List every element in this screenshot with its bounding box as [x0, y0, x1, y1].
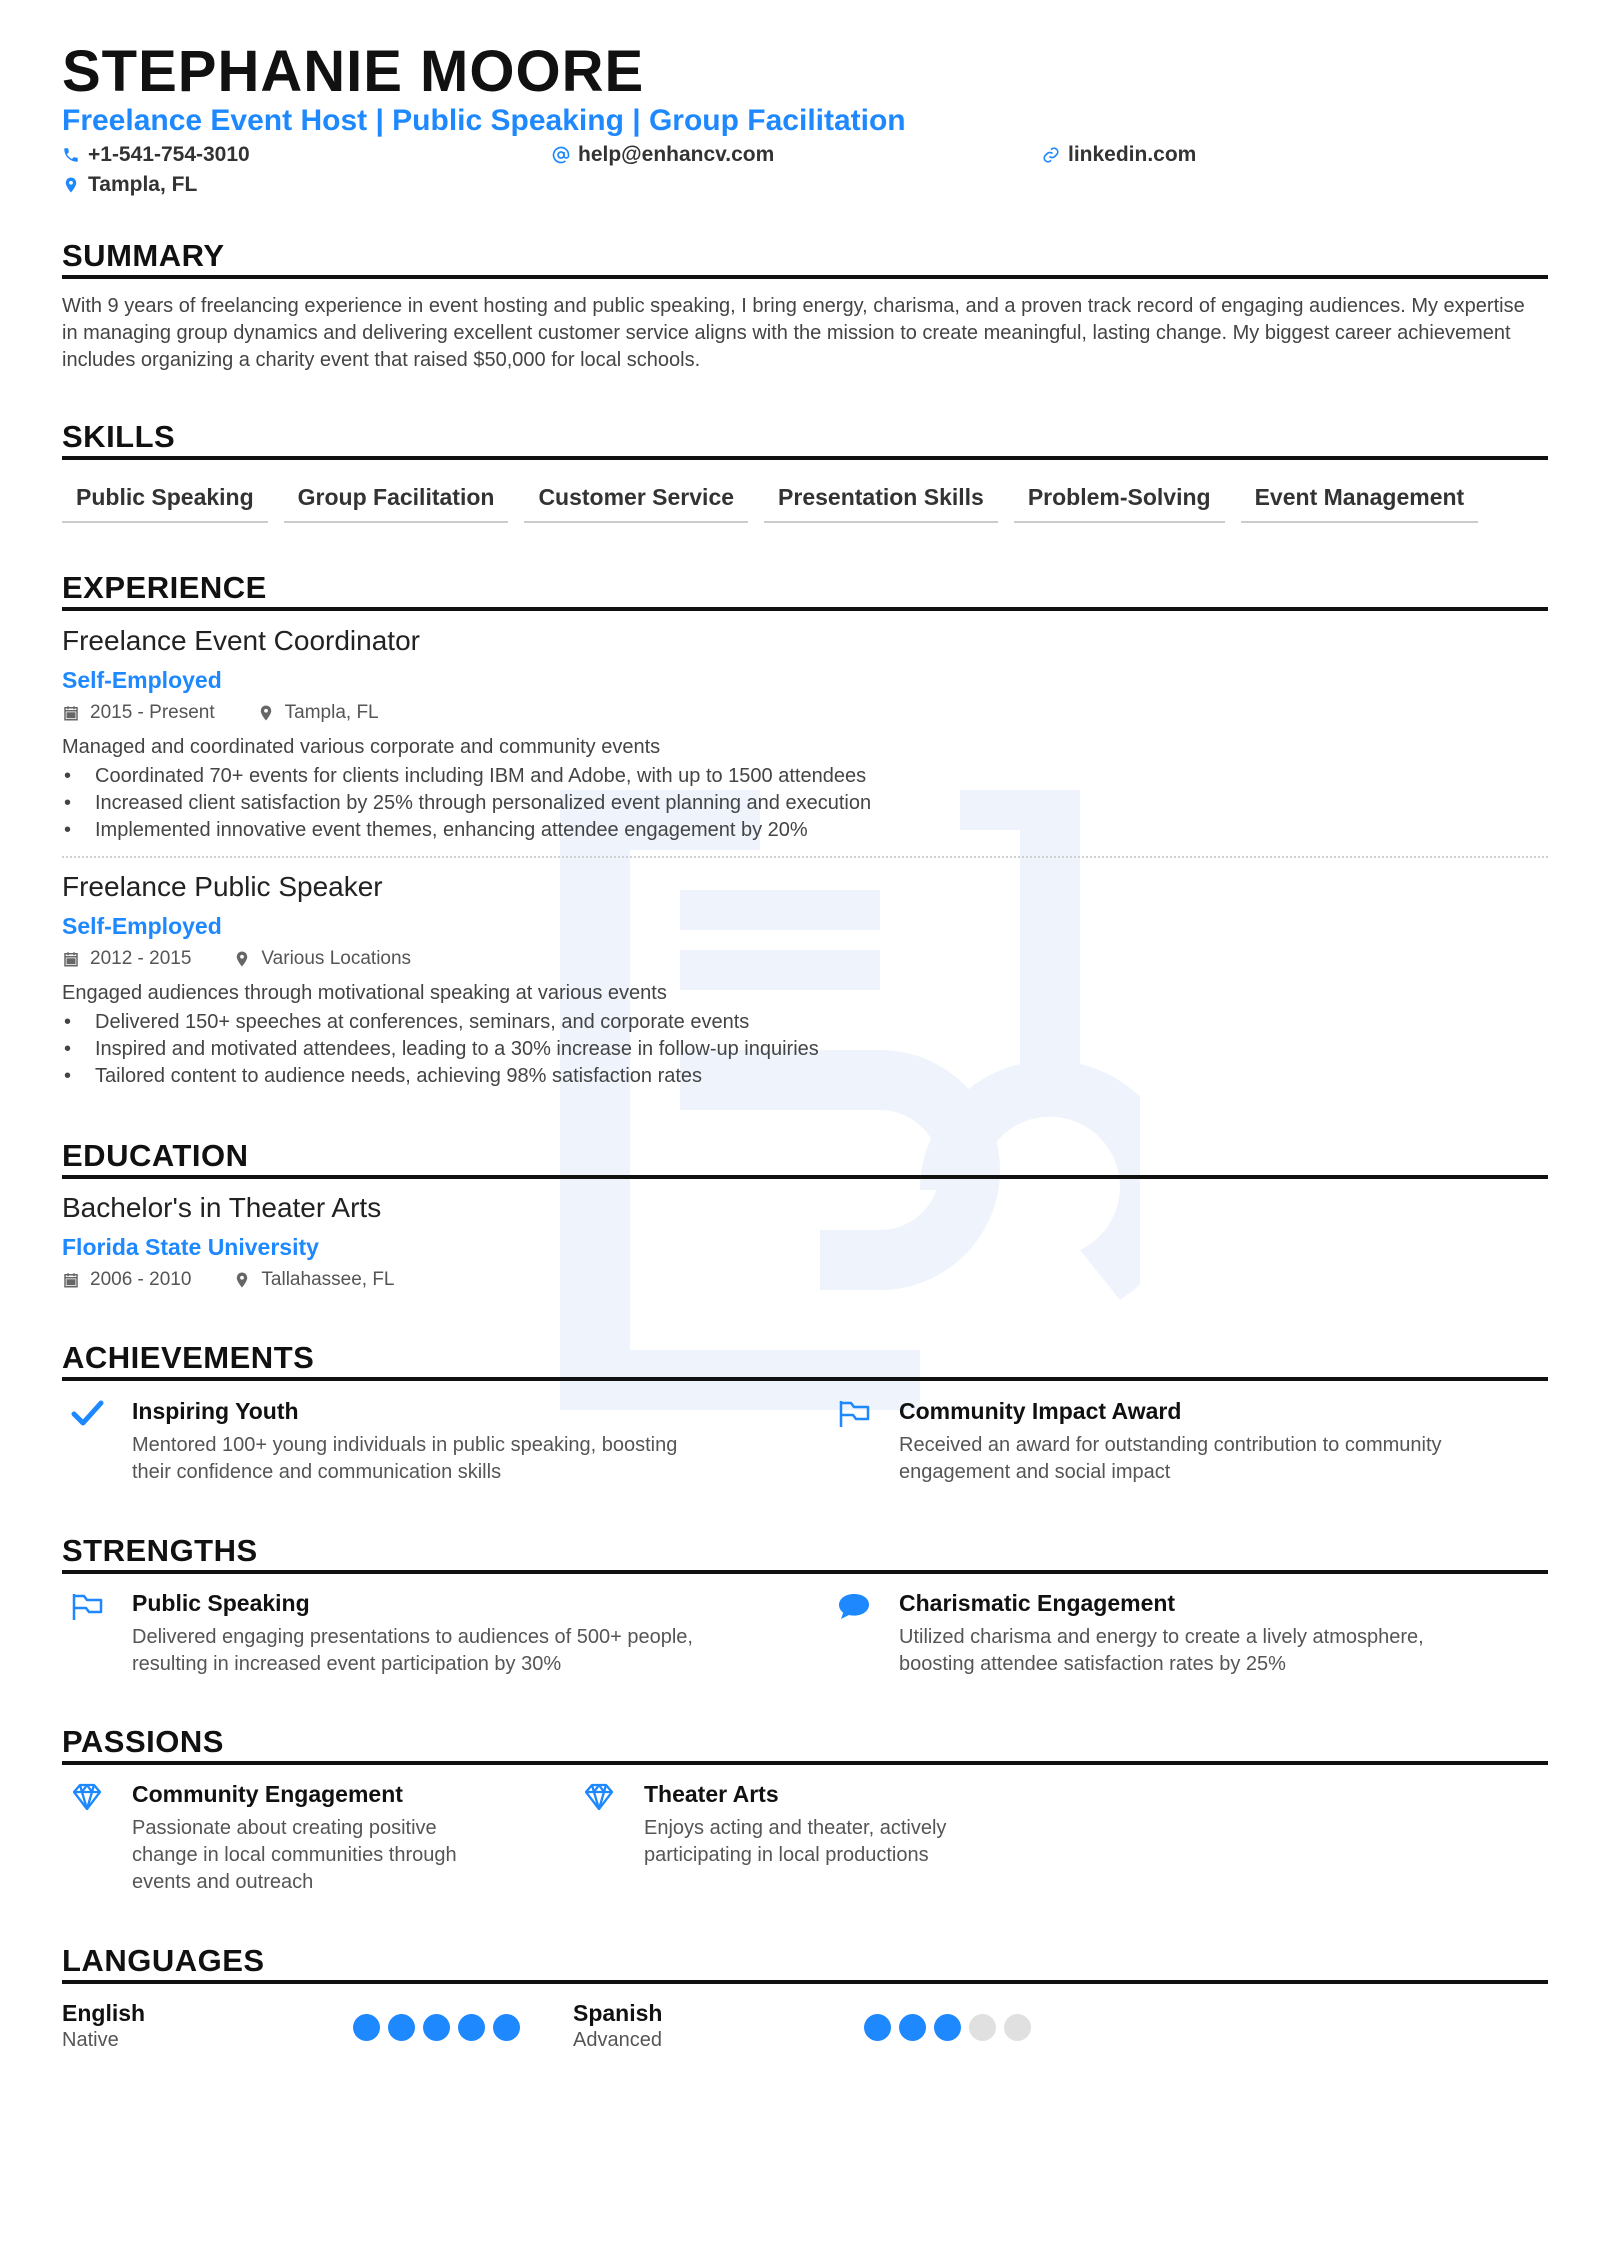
section-divider [62, 456, 1548, 460]
rating-dot-filled [458, 2014, 485, 2041]
language-level: Advanced [573, 2029, 662, 2051]
job-meta [62, 702, 379, 724]
entry-divider [62, 856, 1548, 858]
section-divider [62, 275, 1548, 279]
flag-icon [837, 1397, 871, 1429]
passion-desc [132, 1815, 457, 1896]
summary-heading: SUMMARY [62, 238, 225, 273]
achievement-title: Community Impact Award [899, 1398, 1182, 1424]
education-location: Tallahassee, FL [261, 1269, 395, 1290]
desc-line: boosting attendee satisfaction rates by 25% [899, 1653, 1286, 1675]
languages-heading: LANGUAGES [62, 1943, 265, 1978]
diamond-icon [70, 1781, 104, 1813]
skills-heading: SKILLS [62, 419, 176, 454]
headline: Freelance Event Host | Public Speaking | Group Facilitation [62, 104, 906, 137]
bullet-item: • Increased client satisfaction by 25% through personalized event planning and execution [62, 790, 871, 817]
email-text: help@enhancv.com [578, 143, 775, 166]
website-contact[interactable] [1042, 143, 1196, 167]
desc-line: Utilized charisma and energy to create a lively atmosphere, [899, 1626, 1424, 1648]
education-dates: 2006 - 2010 [90, 1269, 192, 1290]
skill-tag: Group Facilitation [284, 478, 509, 523]
desc-line: Mentored 100+ young individuals in public speaking, boosting [132, 1434, 678, 1456]
speech-bubble-icon [837, 1590, 871, 1622]
rating-dot-filled [353, 2014, 380, 2041]
flag-icon [70, 1590, 104, 1622]
desc-line: events and outreach [132, 1871, 314, 1893]
passion-title: Community Engagement [132, 1781, 403, 1807]
desc-line: participating in local productions [644, 1844, 929, 1866]
achievement-desc [132, 1432, 677, 1486]
rating-dot-filled [388, 2014, 415, 2041]
job-dates: 2012 - 2015 [90, 948, 192, 969]
skill-tag: Public Speaking [62, 478, 268, 523]
phone-text: +1-541-754-3010 [88, 143, 250, 166]
email-contact[interactable] [552, 143, 774, 167]
bullet-item: • Delivered 150+ speeches at conferences, seminars, and corporate events [62, 1009, 819, 1036]
section-divider [62, 1570, 1548, 1574]
job-bullets [62, 1009, 819, 1090]
checkmark-icon [70, 1397, 104, 1429]
calendar-icon [62, 1271, 80, 1289]
skill-tag: Presentation Skills [764, 478, 998, 523]
passions-heading: PASSIONS [62, 1724, 224, 1759]
rating-dot-filled [493, 2014, 520, 2041]
language-name: Spanish [573, 2000, 663, 2026]
achievement-desc [899, 1432, 1442, 1486]
bullet-item: • Inspired and motivated attendees, leading to a 30% increase in follow-up inquiries [62, 1036, 819, 1063]
section-divider [62, 1175, 1548, 1179]
experience-heading: EXPERIENCE [62, 570, 267, 605]
job-dates: 2015 - Present [90, 702, 215, 723]
company-name: Self-Employed [62, 913, 222, 939]
school-name: Florida State University [62, 1234, 319, 1260]
map-pin-icon [62, 176, 80, 194]
bullet-item: • Tailored content to audience needs, achieving 98% satisfaction rates [62, 1063, 819, 1090]
strengths-heading: STRENGTHS [62, 1533, 258, 1568]
strength-desc [132, 1624, 693, 1678]
skill-tag: Event Management [1241, 478, 1479, 523]
language-level: Native [62, 2029, 119, 2051]
calendar-icon [62, 704, 80, 722]
map-pin-icon [257, 704, 275, 722]
map-pin-icon [233, 1271, 251, 1289]
passion-desc [644, 1815, 946, 1869]
skill-tag: Problem-Solving [1014, 478, 1225, 523]
job-summary: Managed and coordinated various corporate and community events [62, 736, 661, 758]
calendar-icon [62, 950, 80, 968]
bullet-item: • Implemented innovative event themes, enhancing attendee engagement by 20% [62, 817, 871, 844]
passion-title: Theater Arts [644, 1781, 779, 1807]
candidate-name: STEPHANIE MOORE [62, 39, 645, 104]
job-title: Freelance Event Coordinator [62, 625, 420, 656]
rating-dot-empty [1004, 2014, 1031, 2041]
strength-title: Public Speaking [132, 1590, 310, 1616]
achievements-heading: ACHIEVEMENTS [62, 1340, 315, 1375]
job-bullets [62, 763, 871, 844]
job-meta [62, 948, 411, 970]
location-text: Tampla, FL [88, 173, 198, 196]
job-location: Tampla, FL [284, 702, 379, 723]
desc-line: Delivered engaging presentations to audiences of 500+ people, [132, 1626, 693, 1648]
rating-dot-filled [934, 2014, 961, 2041]
rating-dot-filled [864, 2014, 891, 2041]
degree-title: Bachelor's in Theater Arts [62, 1192, 382, 1223]
summary-text: With 9 years of freelancing experience in event hosting and public speaking, I bring energy, charisma, and a proven track record of engaging audiences. My expertise in managing group dynamics and delivering excellent customer service aligns with the mission to create meaningful, lasting change. My biggest career achievement includes organizing a charity event that raised $50,000 for local schools. [62, 295, 1525, 371]
job-title: Freelance Public Speaker [62, 871, 383, 902]
section-divider [62, 1377, 1548, 1381]
job-location: Various Locations [261, 948, 412, 969]
language-rating [353, 2014, 520, 2041]
skills-list [62, 478, 1478, 523]
link-icon [1042, 146, 1060, 164]
job-summary: Engaged audiences through motivational speaking at various events [62, 982, 667, 1004]
section-divider [62, 1980, 1548, 1984]
language-rating [864, 2014, 1031, 2041]
company-name: Self-Employed [62, 667, 222, 693]
language-name: English [62, 2000, 146, 2026]
education-meta [62, 1269, 395, 1291]
section-divider [62, 1761, 1548, 1765]
education-heading: EDUCATION [62, 1138, 249, 1173]
rating-dot-filled [899, 2014, 926, 2041]
rating-dot-empty [969, 2014, 996, 2041]
phone-contact[interactable] [62, 143, 250, 167]
at-sign-icon [552, 146, 570, 164]
desc-line: resulting in increased event participation by 30% [132, 1653, 562, 1675]
map-pin-icon [233, 950, 251, 968]
section-divider [62, 607, 1548, 611]
desc-line: change in local communities through [132, 1844, 457, 1866]
rating-dot-filled [423, 2014, 450, 2041]
desc-line: Enjoys acting and theater, actively [644, 1817, 947, 1839]
desc-line: engagement and social impact [899, 1461, 1171, 1483]
desc-line: their confidence and communication skills [132, 1461, 502, 1483]
achievement-title: Inspiring Youth [132, 1398, 299, 1424]
skill-tag: Customer Service [524, 478, 748, 523]
phone-icon [62, 146, 80, 164]
location-contact [62, 173, 197, 197]
strength-title: Charismatic Engagement [899, 1590, 1176, 1616]
diamond-icon [582, 1781, 616, 1813]
desc-line: Received an award for outstanding contribution to community [899, 1434, 1442, 1456]
strength-desc [899, 1624, 1424, 1678]
bullet-item: • Coordinated 70+ events for clients including IBM and Adobe, with up to 1500 attendees [62, 763, 871, 790]
desc-line: Passionate about creating positive [132, 1817, 437, 1839]
website-text: linkedin.com [1068, 143, 1197, 166]
